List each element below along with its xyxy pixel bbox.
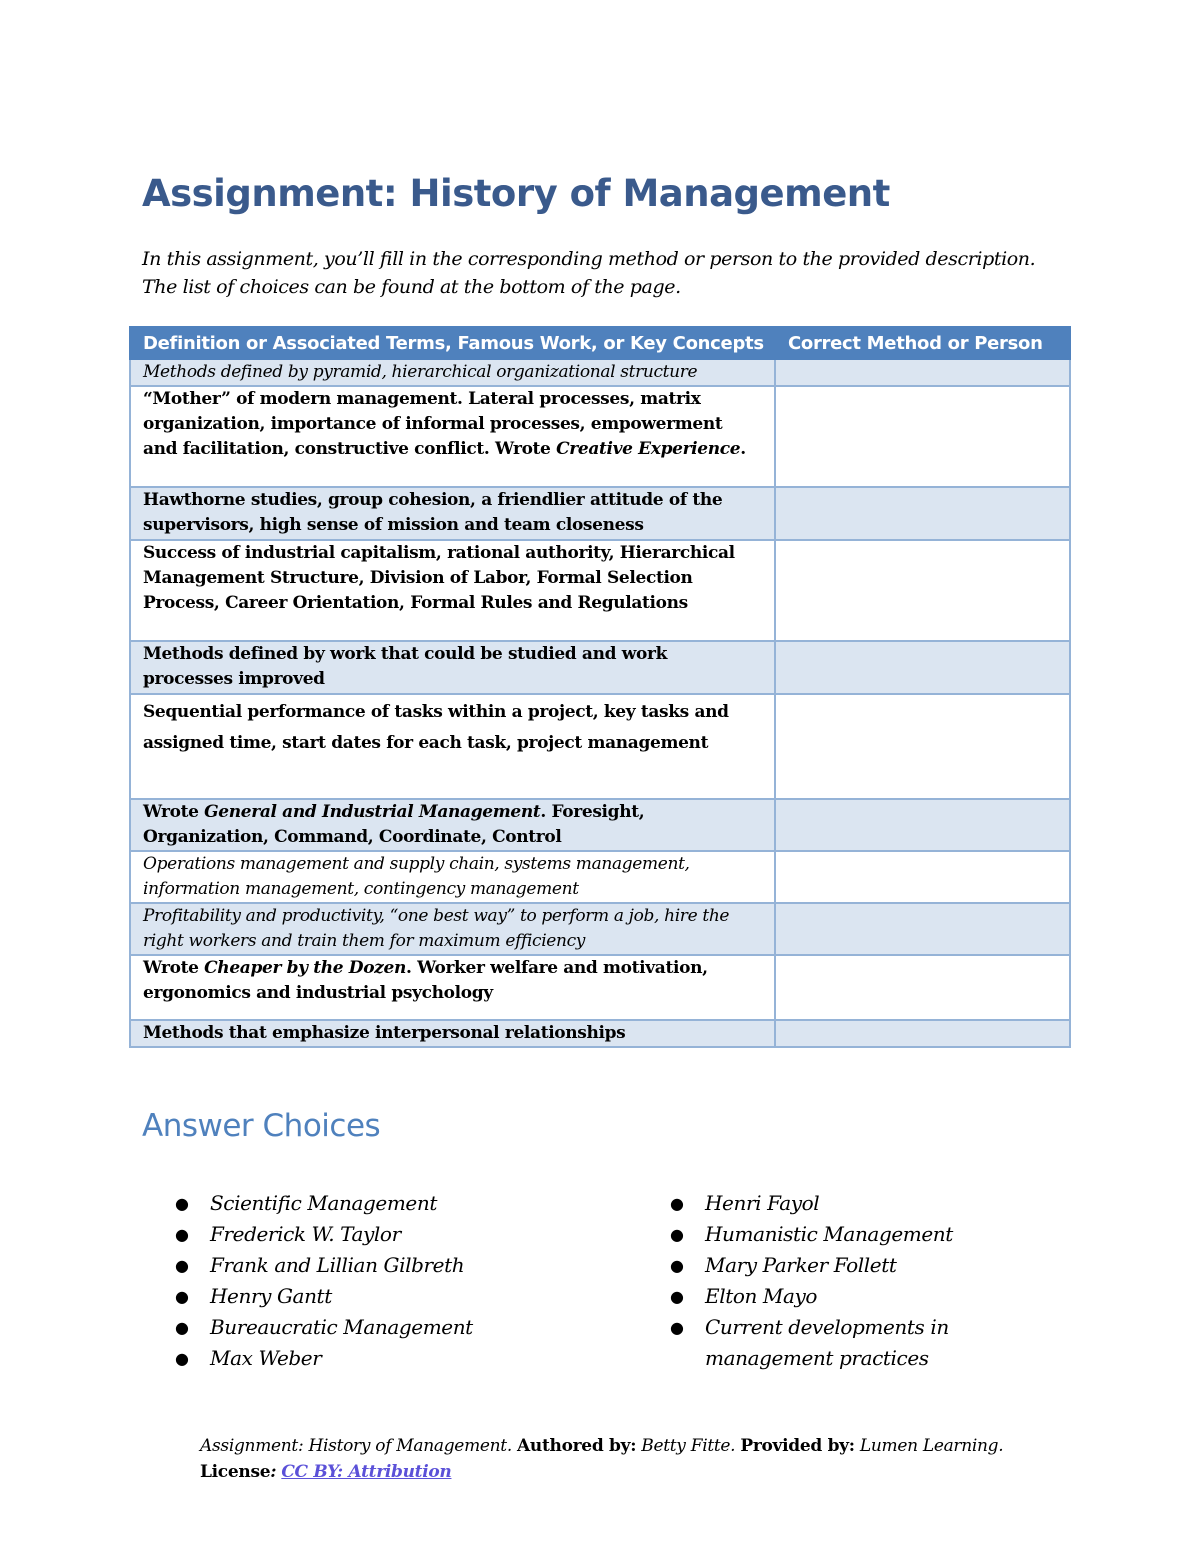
table-row [130,799,1070,851]
description-text: Wrote [143,958,205,978]
description-text: Profitability and productivity, “one best way” to perform a job, hire the right workers and train them for maximum efficiency [143,906,730,951]
answer-choice-item [175,1343,595,1374]
answer-cell[interactable] [775,1020,1070,1047]
table-row [130,851,1070,903]
answer-choice-item [175,1250,595,1281]
answer-choice-item [670,1312,970,1374]
bullet-icon: ● [670,1287,684,1306]
answer-choices-left [175,1188,595,1374]
table-row [130,641,1070,694]
bullet-icon: ● [175,1256,189,1275]
header-definition: Definition or Associated Terms, Famous Work, or Key Concepts [130,327,775,359]
bullet-icon: ● [175,1194,189,1213]
row-description [130,903,775,955]
row-description [130,386,775,487]
table-row [130,694,1070,799]
answer-choice-text: Elton Mayo [705,1284,818,1308]
answer-choice-text: Mary Parker Follett [705,1253,897,1277]
description-text: Methods defined by pyramid, hierarchical organizational structure [143,362,698,382]
answer-cell[interactable] [775,799,1070,851]
bullet-icon: ● [670,1194,684,1213]
footer-provider: Lumen Learning. [859,1436,1004,1456]
answer-cell[interactable] [775,386,1070,487]
row-description [130,851,775,903]
answer-choice-text: Bureaucratic Management [210,1315,473,1339]
license-link[interactable]: CC BY: Attribution [281,1462,452,1482]
footer-author: Betty Fitte. [641,1436,736,1456]
answer-choice-text: Frederick W. Taylor [210,1222,401,1246]
table-row [130,903,1070,955]
assignment-table [129,326,1071,1048]
bullet-icon: ● [175,1225,189,1244]
answer-choices-heading: Answer Choices [142,1108,381,1144]
answer-cell[interactable] [775,903,1070,955]
description-text: Methods that emphasize interpersonal relationships [143,1023,626,1043]
intro-paragraph: In this assignment, you’ll fill in the corresponding method or person to the provided description. The list of choices can be found at the bottom of the page. [142,248,1036,298]
row-description [130,540,775,641]
bullet-icon: ● [175,1349,189,1368]
answer-choices-right [670,1188,970,1374]
answer-choice-item [175,1312,595,1343]
bullet-icon: ● [670,1225,684,1244]
answer-choice-text: Max Weber [210,1346,322,1370]
description-text: Operations management and supply chain, systems management, information management, contingency management [143,854,690,899]
answer-choice-item [175,1281,595,1312]
bullet-icon: ● [670,1318,684,1337]
row-description [130,359,775,386]
answer-choice-text: Frank and Lillian Gilbreth [210,1253,465,1277]
row-description [130,641,775,694]
answer-cell[interactable] [775,955,1070,1020]
answer-choice-text: Henri Fayol [705,1191,820,1215]
answer-choice-item [670,1188,970,1219]
description-text: Creative Experience [556,439,741,459]
description-text: . Worker welfare and motivation, ergonomics and industrial psychology [143,958,708,1003]
description-text: Cheaper by the Dozen [204,958,406,978]
answer-cell[interactable] [775,487,1070,540]
answer-choice-item [670,1250,970,1281]
description-text: Success of industrial capitalism, rational authority, Hierarchical Management Structure, Division of Labor, Formal Selection Process, Career Orientation, Formal Rules and Regulations [143,543,735,613]
table-row [130,540,1070,641]
description-text: Wrote [143,802,205,822]
description-text: “Mother” of modern management. Lateral processes, matrix organization, importance of informal processes, empowerment and facilitation, constructive conflict. Wrote [143,389,723,459]
row-description [130,694,775,799]
answer-choice-text: Humanistic Management [705,1222,953,1246]
row-description [130,1020,775,1047]
row-description [130,487,775,540]
answer-choice-text: Henry Gantt [210,1284,332,1308]
bullet-icon: ● [175,1318,189,1337]
answer-cell[interactable] [775,359,1070,386]
footer-work-title: Assignment: History of Management. [200,1436,512,1456]
attribution-footer [200,1433,1100,1485]
answer-choice-item [175,1188,595,1219]
footer-license-label: License [200,1462,271,1482]
footer-provided-label: Provided by: [740,1436,855,1456]
table-row [130,487,1070,540]
answer-choice-item [670,1281,970,1312]
description-text: Hawthorne studies, group cohesion, a friendlier attitude of the supervisors, high sense of mission and team closeness [143,490,723,535]
table-row [130,955,1070,1020]
description-text: General and Industrial Management [204,802,541,822]
answer-cell[interactable] [775,641,1070,694]
answer-cell[interactable] [775,540,1070,641]
bullet-icon: ● [175,1287,189,1306]
row-description [130,799,775,851]
description-text: . [740,439,746,459]
table-row [130,1020,1070,1047]
answer-choice-item [175,1219,595,1250]
row-description [130,955,775,1020]
description-text: . Foresight, Organization, Command, Coordinate, Control [143,802,645,847]
footer-license-sep: : [270,1462,277,1482]
footer-authored-label: Authored by: [517,1436,637,1456]
header-answer: Correct Method or Person [775,327,1070,359]
table-header-row [130,327,1070,359]
table-row [130,359,1070,386]
answer-cell[interactable] [775,694,1070,799]
bullet-icon: ● [670,1256,684,1275]
answer-cell[interactable] [775,851,1070,903]
page-title: Assignment: History of Management [142,172,890,215]
table-row [130,386,1070,487]
description-text: Sequential performance of tasks within a project, key tasks and assigned time, start dates for each task, project management [143,702,729,753]
description-text: Methods defined by work that could be studied and work processes improved [143,644,667,689]
answer-choice-text: Scientific Management [210,1191,437,1215]
answer-choice-text: Current developments in management practices [705,1315,949,1370]
answer-choice-item [670,1219,970,1250]
